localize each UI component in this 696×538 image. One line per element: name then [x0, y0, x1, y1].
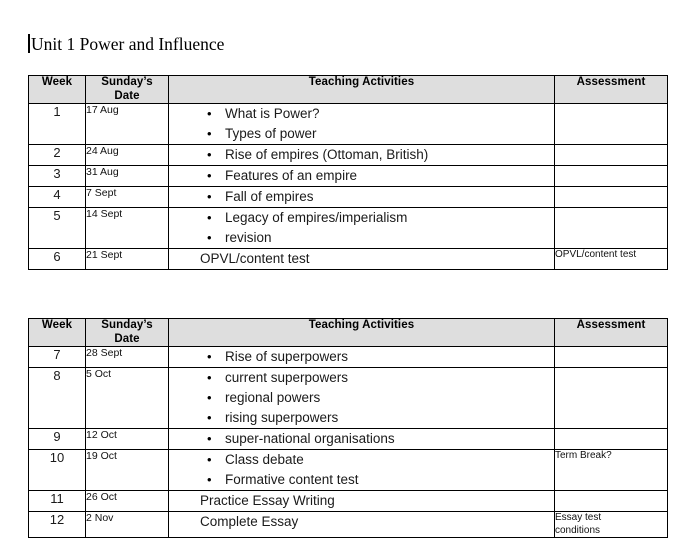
- cell-date: 19 Oct: [86, 450, 169, 491]
- table-header-row: [29, 319, 668, 347]
- table-row: [29, 347, 668, 368]
- table-row: [29, 368, 668, 429]
- column-header-date: [86, 76, 169, 104]
- cell-week: 1: [29, 104, 86, 145]
- cell-assessment: [555, 187, 668, 208]
- cell-week: 7: [29, 347, 86, 368]
- column-header-date-line1: Sunday’s: [101, 319, 153, 331]
- table-row: [29, 450, 668, 491]
- column-header-activities: Teaching Activities: [169, 319, 555, 347]
- cell-assessment: [555, 450, 668, 491]
- cell-assessment: [555, 208, 668, 249]
- cell-activities: [169, 491, 555, 512]
- activity-bullet-item: • Features of an empire: [169, 166, 554, 186]
- cell-week: 4: [29, 187, 86, 208]
- cell-date: 7 Sept: [86, 187, 169, 208]
- cell-assessment: [555, 249, 668, 270]
- cell-activities: [169, 208, 555, 249]
- cell-assessment: [555, 104, 668, 145]
- activity-bullet-item: • Rise of superpowers: [169, 347, 554, 367]
- activity-bullet-list: [169, 429, 554, 449]
- activity-bullet-item: • Legacy of empires/imperialism: [169, 208, 554, 228]
- cell-activities: [169, 187, 555, 208]
- activity-bullet-item: • Types of power: [169, 124, 554, 144]
- cell-date: 12 Oct: [86, 429, 169, 450]
- cell-activities: [169, 368, 555, 429]
- cell-activities: [169, 249, 555, 270]
- table-row: [29, 491, 668, 512]
- table-row: [29, 208, 668, 249]
- cell-date: 28 Sept: [86, 347, 169, 368]
- table-body: [29, 104, 668, 270]
- activity-bullet-item: • Rise of empires (Ottoman, British): [169, 145, 554, 165]
- cell-assessment: [555, 429, 668, 450]
- cell-week: 5: [29, 208, 86, 249]
- activity-bullet-list: [169, 368, 554, 428]
- activity-bullet-item: • rising superpowers: [169, 408, 554, 428]
- activity-bullet-list: [169, 104, 554, 144]
- cell-activities: [169, 347, 555, 368]
- column-header-date-line2: Date: [114, 89, 140, 102]
- activity-bullet-item: • regional powers: [169, 388, 554, 408]
- assessment-text: OPVL/content test: [555, 249, 637, 260]
- activity-bullet-item: • Formative content test: [169, 470, 554, 490]
- activity-plain-text: Practice Essay Writing: [200, 493, 335, 508]
- cell-assessment: [555, 166, 668, 187]
- cell-week: 9: [29, 429, 86, 450]
- cell-activities: [169, 429, 555, 450]
- column-header-week: Week: [29, 319, 86, 347]
- activity-bullet-list: [169, 450, 554, 490]
- table-header-row: [29, 76, 668, 104]
- activity-bullet-item: • Class debate: [169, 450, 554, 470]
- table-row: [29, 104, 668, 145]
- cell-activities: [169, 145, 555, 166]
- table-row: [29, 145, 668, 166]
- text-caret: [28, 34, 30, 53]
- cell-assessment: [555, 145, 668, 166]
- cell-activities: [169, 166, 555, 187]
- cell-week: 11: [29, 491, 86, 512]
- cell-date: 5 Oct: [86, 368, 169, 429]
- cell-assessment: [555, 512, 668, 538]
- assessment-text: Essay test: [555, 512, 602, 523]
- cell-week: 10: [29, 450, 86, 491]
- table-row: [29, 512, 668, 538]
- activity-bullet-item: • Fall of empires: [169, 187, 554, 207]
- cell-week: 12: [29, 512, 86, 538]
- cell-activities: [169, 104, 555, 145]
- column-header-assessment: Assessment: [555, 76, 668, 104]
- column-header-date-line2: Date: [114, 332, 140, 345]
- activity-bullet-list: [169, 208, 554, 248]
- cell-date: 31 Aug: [86, 166, 169, 187]
- cell-assessment: [555, 368, 668, 429]
- unit-1-schedule-table-part-1: [28, 75, 668, 270]
- column-header-week: Week: [29, 76, 86, 104]
- activity-bullet-list: [169, 347, 554, 367]
- assessment-text: conditions: [555, 524, 601, 536]
- cell-activities: [169, 512, 555, 538]
- column-header-activities: Teaching Activities: [169, 76, 555, 104]
- cell-date: 21 Sept: [86, 249, 169, 270]
- activity-bullet-list: [169, 166, 554, 186]
- cell-week: 8: [29, 368, 86, 429]
- table-row: [29, 429, 668, 450]
- page-title-text: Unit 1 Power and Influence: [31, 34, 225, 54]
- column-header-date-line1: Sunday’s: [101, 76, 153, 88]
- cell-assessment: [555, 491, 668, 512]
- cell-date: 17 Aug: [86, 104, 169, 145]
- cell-date: 26 Oct: [86, 491, 169, 512]
- activity-bullet-item: • super-national organisations: [169, 429, 554, 449]
- cell-date: 2 Nov: [86, 512, 169, 538]
- activity-bullet-list: [169, 187, 554, 207]
- cell-week: 3: [29, 166, 86, 187]
- table-body: [29, 347, 668, 538]
- column-header-date: [86, 319, 169, 347]
- cell-date: 14 Sept: [86, 208, 169, 249]
- activity-bullet-item: • revision: [169, 228, 554, 248]
- activity-plain-text: Complete Essay: [200, 514, 299, 529]
- activity-bullet-item: • What is Power?: [169, 104, 554, 124]
- cell-date: 24 Aug: [86, 145, 169, 166]
- table-row: [29, 249, 668, 270]
- table-row: [29, 187, 668, 208]
- unit-1-schedule-table-part-2: [28, 318, 668, 538]
- activity-bullet-item: • current superpowers: [169, 368, 554, 388]
- cell-activities: [169, 450, 555, 491]
- assessment-text: Term Break?: [555, 450, 612, 461]
- column-header-assessment: Assessment: [555, 319, 668, 347]
- cell-assessment: [555, 347, 668, 368]
- table-row: [29, 166, 668, 187]
- activity-plain-text: OPVL/content test: [200, 251, 310, 266]
- activity-bullet-list: [169, 145, 554, 165]
- page-title: [28, 31, 224, 54]
- cell-week: 6: [29, 249, 86, 270]
- cell-week: 2: [29, 145, 86, 166]
